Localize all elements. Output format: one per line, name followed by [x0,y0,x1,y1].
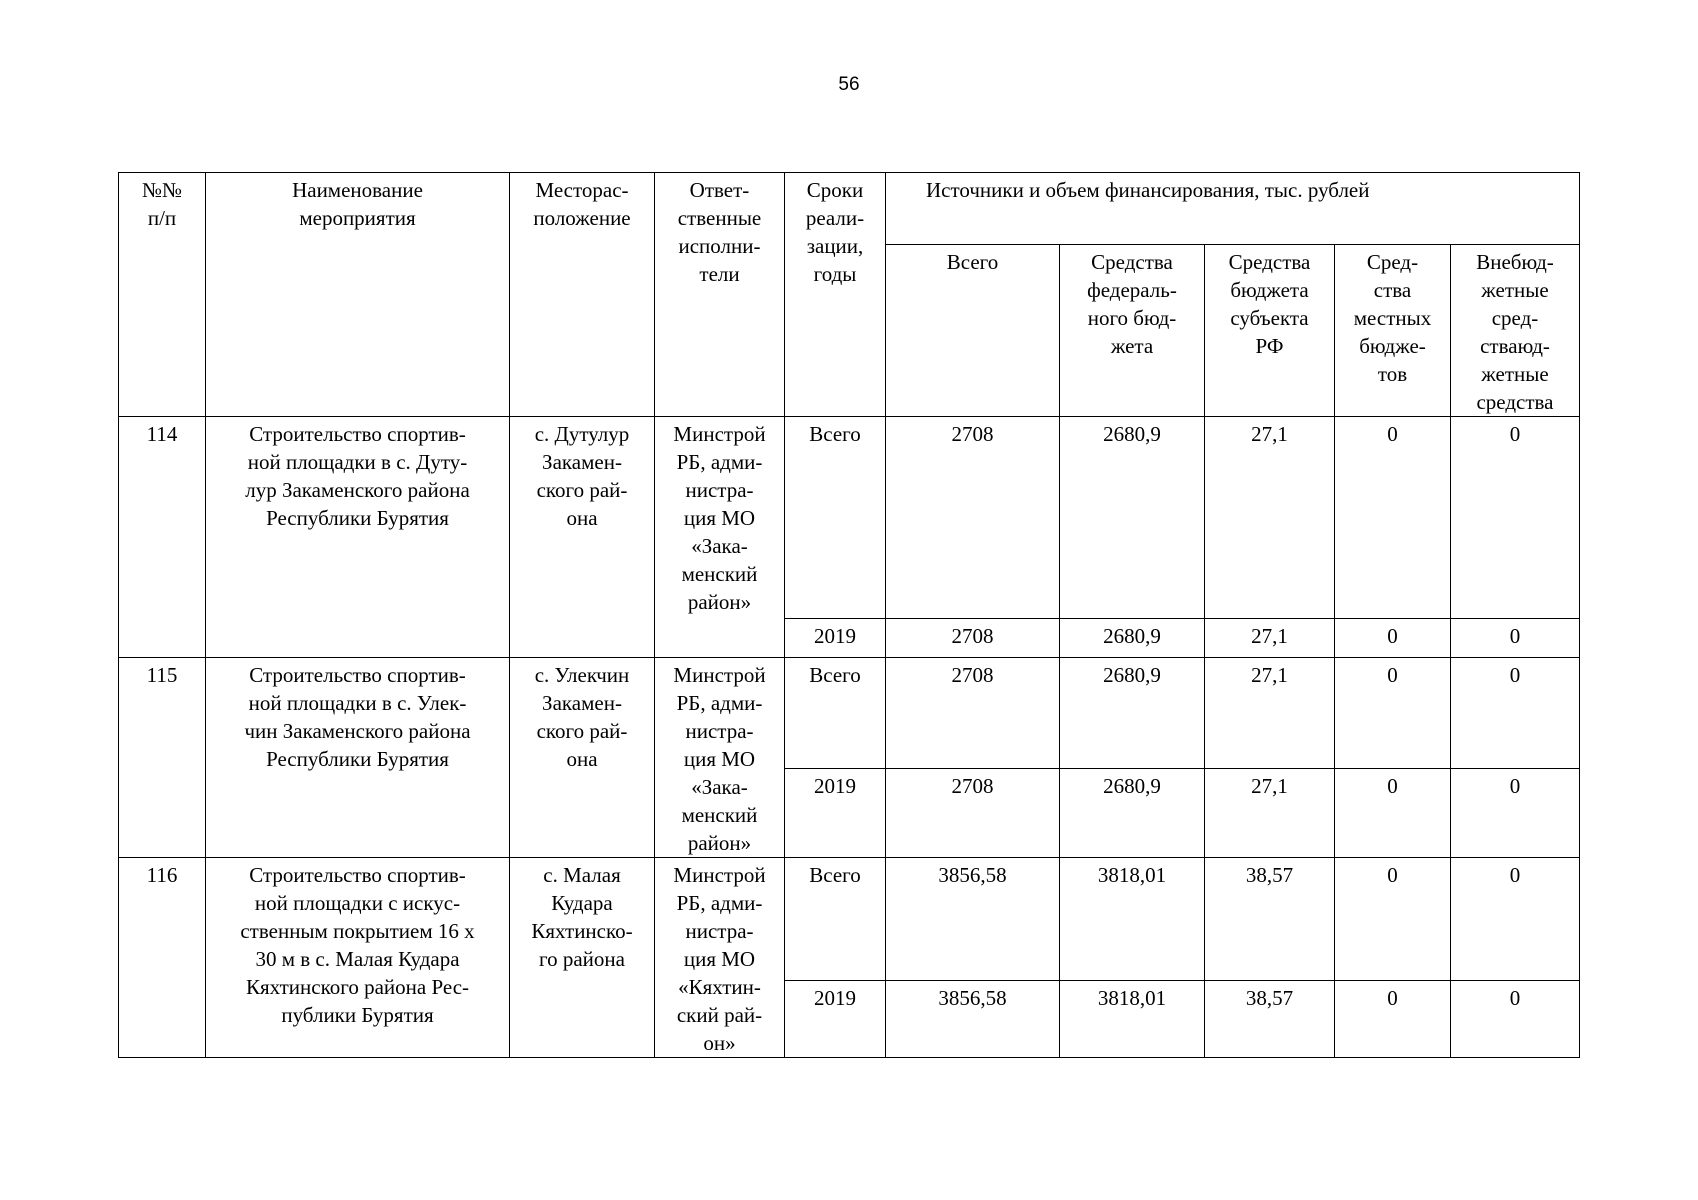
row-location: с. Малая Кудара Кяхтинско- го района [510,858,655,1058]
cell-extra: 0 [1451,619,1580,658]
cell-local: 0 [1335,619,1451,658]
cell-period: 2019 [785,619,886,658]
cell-period: 2019 [785,768,886,857]
cell-total: 3856,58 [886,858,1060,981]
cell-federal: 2680,9 [1060,417,1205,619]
header-federal-budget: Средства федераль- ного бюд- жета [1060,245,1205,417]
cell-federal: 2680,9 [1060,619,1205,658]
header-extrabudgetary: Внебюд- жетные сред- стваюд- жетные средства [1451,245,1580,417]
cell-total: 3856,58 [886,980,1060,1057]
cell-extra: 0 [1451,658,1580,769]
cell-period: Всего [785,658,886,769]
table-header [119,173,1580,417]
cell-federal: 2680,9 [1060,768,1205,857]
table-row [119,658,1580,769]
row-responsible: Минстрой РБ, адми- нистра- ция МО «Зака- менский район» [655,417,785,658]
cell-total: 2708 [886,768,1060,857]
cell-federal: 2680,9 [1060,658,1205,769]
cell-local: 0 [1335,980,1451,1057]
header-location: Месторас- положение [510,173,655,417]
cell-subject: 27,1 [1205,619,1335,658]
cell-subject: 27,1 [1205,768,1335,857]
cell-federal: 3818,01 [1060,858,1205,981]
cell-total: 2708 [886,658,1060,769]
row-location: с. Улекчин Закамен- ского рай- она [510,658,655,858]
cell-extra: 0 [1451,858,1580,981]
row-responsible: Минстрой РБ, адми- нистра- ция МО «Кяхтин- ский рай- он» [655,858,785,1058]
header-terms: Сроки реали- зации, годы [785,173,886,417]
cell-extra: 0 [1451,417,1580,619]
row-name: Строительство спортив- ной площадки с искус- ственным покрытием 16 х 30 м в с. Малая Кудара Кяхтинского района Рес- публики Бурятия [206,858,510,1058]
cell-local: 0 [1335,768,1451,857]
financing-table [118,172,1580,1058]
cell-total: 2708 [886,619,1060,658]
cell-extra: 0 [1451,768,1580,857]
page-number: 56 [838,74,860,95]
header-subject-budget: Средства бюджета субъекта РФ [1205,245,1335,417]
row-responsible: Минстрой РБ, адми- нистра- ция МО «Зака- менский район» [655,658,785,858]
row-name: Строительство спортив- ной площадки в с. Улек- чин Закаменского района Республики Бурятия [206,658,510,858]
cell-period: Всего [785,858,886,981]
cell-subject: 27,1 [1205,658,1335,769]
cell-local: 0 [1335,417,1451,619]
header-total: Всего [886,245,1060,417]
cell-extra: 0 [1451,980,1580,1057]
row-location: с. Дутулур Закамен- ского рай- она [510,417,655,658]
row-num: 115 [119,658,206,858]
header-name: Наименование мероприятия [206,173,510,417]
header-num: №№ п/п [119,173,206,417]
cell-federal: 3818,01 [1060,980,1205,1057]
row-num: 116 [119,858,206,1058]
cell-period: 2019 [785,980,886,1057]
table-row [119,858,1580,981]
cell-local: 0 [1335,658,1451,769]
header-financing-sources: Источники и объем финансирования, тыс. рублей [886,173,1580,245]
table-row [119,417,1580,619]
cell-subject: 27,1 [1205,417,1335,619]
header-local-budgets: Сред- ства местных бюдже- тов [1335,245,1451,417]
cell-total: 2708 [886,417,1060,619]
row-name: Строительство спортив- ной площадки в с. Дуту- лур Закаменского района Республики Бурятия [206,417,510,658]
cell-subject: 38,57 [1205,980,1335,1057]
cell-period: Всего [785,417,886,619]
row-num: 114 [119,417,206,658]
cell-subject: 38,57 [1205,858,1335,981]
cell-local: 0 [1335,858,1451,981]
header-responsible: Ответ- ственные исполни- тели [655,173,785,417]
